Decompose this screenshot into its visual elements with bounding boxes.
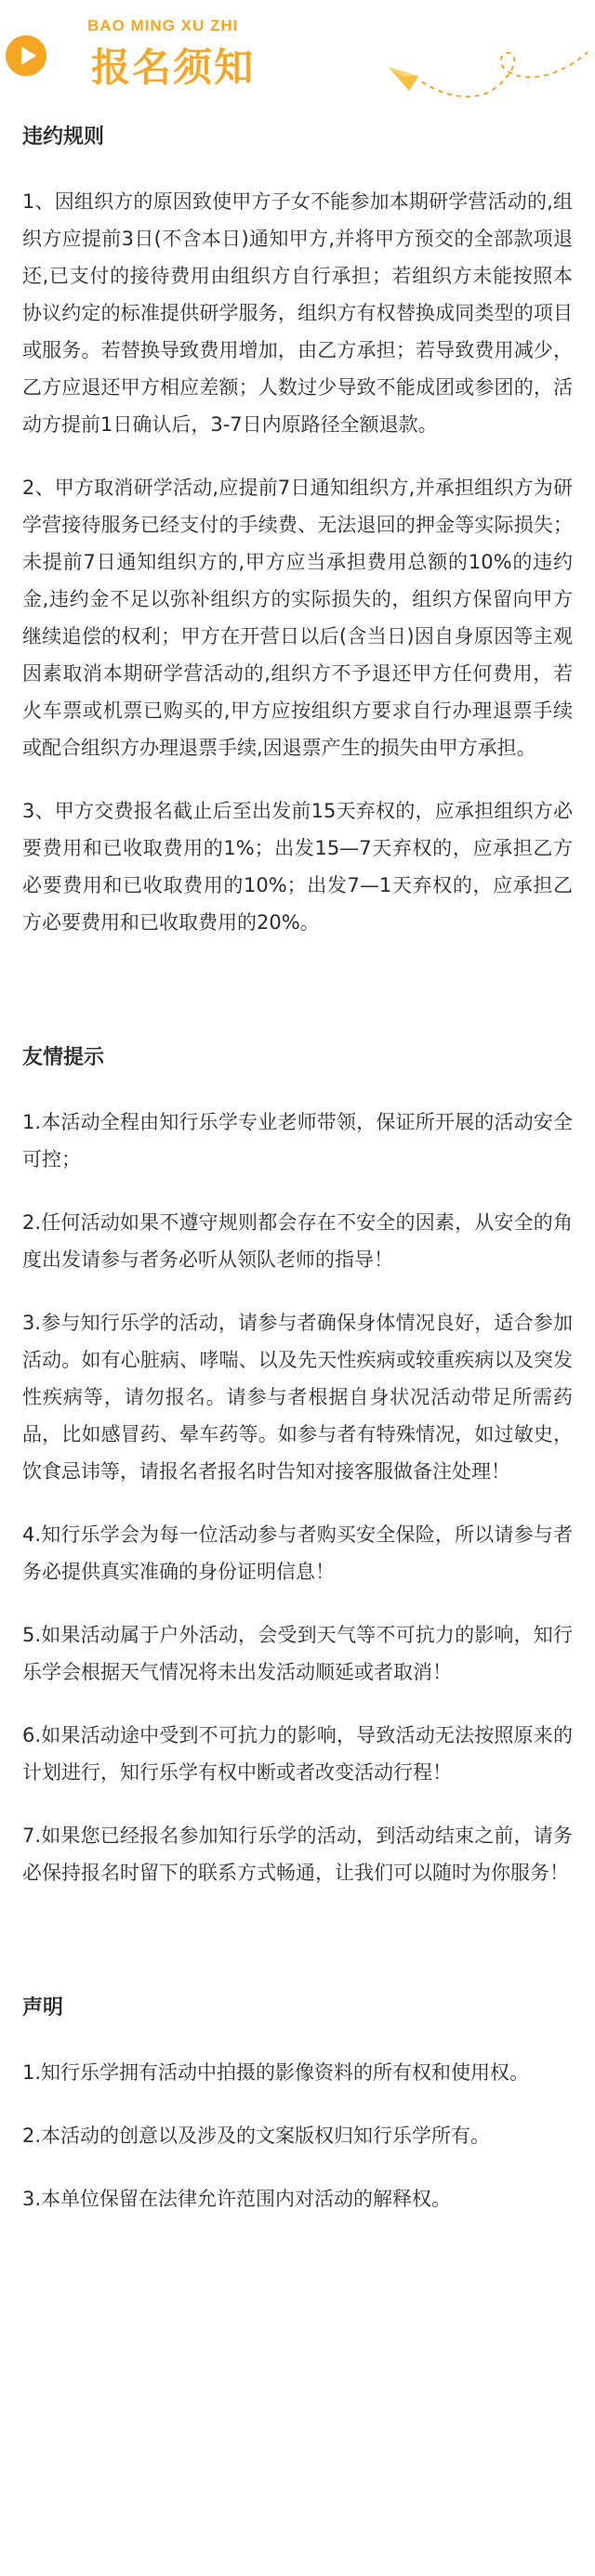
paragraph: 3.本单位保留在法律允许范围内对活动的解释权。 [22,2188,452,2210]
paragraph: 4.知行乐学会为每一位活动参与者购买安全保险，所以请参与者务必提供真实准确的身份证明信息！ [22,1523,573,1583]
section-violation-rules [0,121,595,941]
section-title: 违约规则 [22,125,105,149]
page-title: 报名须知 [91,45,256,90]
paragraph: 1、因组织方的原因致使甲方子女不能参加本期研学营活动的,组织方应提前3日(不含本日)通知甲方,并将甲方预交的全部款项退还,已支付的接待费用由组织方自行承担；若组织方未能按照本协议约定的标准提供研学服务，组织方有权替换成同类型的项目或服务。若替换导致费用增加，由乙方承担；若导致费用减少，乙方应退还甲方相应差额；人数过少导致不能成团或参团的，活动方提前1日确认后，3-7日内原路径全额退款。 [22,190,573,436]
paragraph: 1.知行乐学拥有活动中拍摄的影像资料的所有权和使用权。 [22,2061,530,2084]
section-statement [0,1992,595,2217]
paper-plane-icon [381,33,590,108]
paragraph: 3、甲方交费报名截止后至出发前15天弃权的，应承担组织方必要费用和已收取费用的1%；出发15—7天弃权的，应承担乙方必要费用和已收取费用的10%；出发7—1天弃权的，应承担乙方必要费用和已收取费用的20%。 [22,800,573,934]
section-friendly-tips [0,1041,595,1891]
play-circle-icon [4,33,48,78]
paragraph: 1.本活动全程由知行乐学专业老师带领，保证所开展的活动安全可控； [22,1111,573,1170]
paragraph: 3.参与知行乐学的活动，请参与者确保身体情况良好，适合参加活动。如有心脏病、哮喘、以及先天性疾病或较重疾病以及突发性疾病等，请勿报名。请参与者根据自身状况活动带足所需药品，比如感冒药、晕车药等。如参与者有特殊情况，如过敏史，饮食忌讳等，请报名者报名时告知对接客服做备注处理！ [22,1312,573,1483]
section-title: 友情提示 [22,1046,105,1069]
header-banner [0,0,595,104]
paragraph: 2、甲方取消研学活动,应提前7日通知组织方,并承担组织方为研学营接待服务已经支付的手续费、无法退回的押金等实际损失；未提前7日通知组织方的,甲方应当承担费用总额的10%的违约金,违约金不足以弥补组织方的实际损失的，组织方保留向甲方继续追偿的权利；甲方在开营日以后(含当日)因自身原因等主观因素取消本期研学营活动的,组织方不予退还甲方任何费用，若火车票或机票已购买的,甲方应按组织方要求自行办理退票手续或配合组织方办理退票手续,因退票产生的损失由甲方承担。 [22,477,573,759]
paragraph: 5.如果活动属于户外活动，会受到天气等不可抗力的影响，知行乐学会根据天气情况将未出发活动顺延或者取消！ [22,1624,573,1683]
header-pinyin: BAO MING XU ZHI [87,17,239,34]
paragraph: 2.本活动的创意以及涉及的文案版权归知行乐学所有。 [22,2125,491,2147]
paragraph: 2.任何活动如果不遵守规则都会存在不安全的因素，从安全的角度出发请参与者务必听从领队老师的指导！ [22,1211,573,1271]
paragraph: 6.如果活动途中受到不可抗力的影响，导致活动无法按照原来的计划进行，知行乐学有权中断或者改变活动行程！ [22,1724,573,1784]
paragraph: 7.如果您已经报名参加知行乐学的活动，到活动结束之前，请务必保持报名时留下的联系方式畅通，让我们可以随时为你服务！ [22,1824,573,1884]
section-title: 声明 [22,1996,64,2020]
